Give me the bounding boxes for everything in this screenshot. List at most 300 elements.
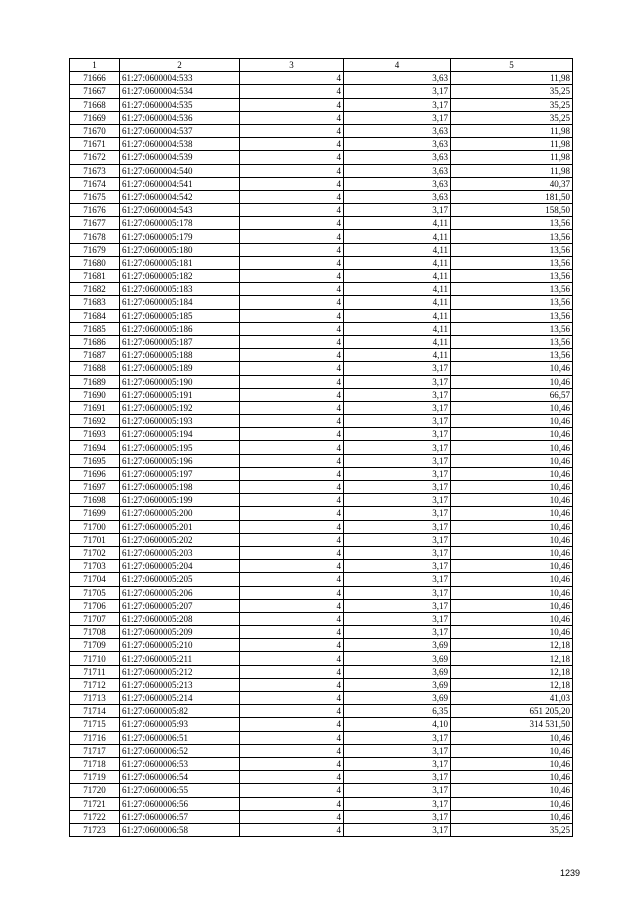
- column-3-cell: 4: [240, 467, 344, 480]
- column-5-cell: 41,03: [451, 692, 573, 705]
- column-4-cell: 3,17: [344, 362, 451, 375]
- column-5-cell: 12,18: [451, 678, 573, 691]
- row-number-cell: 71717: [70, 744, 120, 757]
- column-4-cell: 3,17: [344, 441, 451, 454]
- table-row: [70, 731, 573, 744]
- column-5-cell: 35,25: [451, 98, 573, 111]
- column-4-cell: 3,17: [344, 586, 451, 599]
- row-number-cell: 71696: [70, 467, 120, 480]
- cadastral-number-cell: 61:27:0600006:55: [120, 784, 240, 797]
- table-row: [70, 151, 573, 164]
- column-4-cell: 3,69: [344, 665, 451, 678]
- row-number-cell: 71684: [70, 309, 120, 322]
- column-5-cell: 10,46: [451, 362, 573, 375]
- column-4-cell: 3,69: [344, 692, 451, 705]
- row-number-cell: 71679: [70, 243, 120, 256]
- cadastral-number-cell: 61:27:0600006:53: [120, 757, 240, 770]
- row-number-cell: 71692: [70, 415, 120, 428]
- table-row: [70, 98, 573, 111]
- column-3-cell: 4: [240, 177, 344, 190]
- column-5-cell: 10,46: [451, 757, 573, 770]
- cadastral-number-cell: 61:27:0600004:540: [120, 164, 240, 177]
- column-5-cell: 12,18: [451, 652, 573, 665]
- cadastral-number-cell: 61:27:0600006:54: [120, 771, 240, 784]
- table-row: [70, 177, 573, 190]
- row-number-cell: 71690: [70, 388, 120, 401]
- column-4-cell: 3,63: [344, 177, 451, 190]
- cadastral-number-cell: 61:27:0600005:202: [120, 533, 240, 546]
- cadastral-number-cell: 61:27:0600005:206: [120, 586, 240, 599]
- column-4-cell: 3,17: [344, 494, 451, 507]
- table-row: [70, 335, 573, 348]
- column-4-cell: 3,63: [344, 138, 451, 151]
- table-header: [70, 59, 573, 72]
- column-4-cell: 3,17: [344, 85, 451, 98]
- column-4-cell: 3,17: [344, 481, 451, 494]
- row-number-cell: 71667: [70, 85, 120, 98]
- table-row: [70, 283, 573, 296]
- row-number-cell: 71706: [70, 599, 120, 612]
- cadastral-number-cell: 61:27:0600004:543: [120, 204, 240, 217]
- column-5-cell: 10,46: [451, 441, 573, 454]
- row-number-cell: 71697: [70, 481, 120, 494]
- data-table: [69, 58, 573, 837]
- cadastral-number-cell: 61:27:0600004:539: [120, 151, 240, 164]
- column-5-cell: 13,56: [451, 243, 573, 256]
- column-3-cell: 4: [240, 797, 344, 810]
- row-number-cell: 71673: [70, 164, 120, 177]
- row-number-cell: 71668: [70, 98, 120, 111]
- row-number-cell: 71708: [70, 626, 120, 639]
- column-3-cell: 4: [240, 151, 344, 164]
- cadastral-number-cell: 61:27:0600005:186: [120, 322, 240, 335]
- table-row: [70, 401, 573, 414]
- column-4-cell: 3,17: [344, 546, 451, 559]
- column-4-cell: 3,17: [344, 533, 451, 546]
- column-4-cell: 3,17: [344, 771, 451, 784]
- column-5-cell: 13,56: [451, 322, 573, 335]
- column-5-cell: 35,25: [451, 823, 573, 836]
- column-5-cell: 13,56: [451, 270, 573, 283]
- cadastral-number-cell: 61:27:0600005:181: [120, 256, 240, 269]
- column-4-cell: 3,17: [344, 388, 451, 401]
- column-5-cell: 13,56: [451, 256, 573, 269]
- column-5-cell: 13,56: [451, 283, 573, 296]
- cadastral-number-cell: 61:27:0600006:51: [120, 731, 240, 744]
- row-number-cell: 71699: [70, 507, 120, 520]
- cadastral-number-cell: 61:27:0600005:191: [120, 388, 240, 401]
- table-row: [70, 85, 573, 98]
- column-4-cell: 3,63: [344, 190, 451, 203]
- row-number-cell: 71691: [70, 401, 120, 414]
- row-number-cell: 71698: [70, 494, 120, 507]
- cadastral-number-cell: 61:27:0600006:56: [120, 797, 240, 810]
- column-3-cell: 4: [240, 322, 344, 335]
- table-row: [70, 217, 573, 230]
- column-4-cell: 3,63: [344, 72, 451, 85]
- table-row: [70, 441, 573, 454]
- column-3-cell: 4: [240, 481, 344, 494]
- column-4-cell: 3,17: [344, 520, 451, 533]
- column-4-cell: 3,17: [344, 731, 451, 744]
- column-5-cell: 10,46: [451, 401, 573, 414]
- cadastral-number-cell: 61:27:0600005:207: [120, 599, 240, 612]
- column-5-cell: 12,18: [451, 665, 573, 678]
- table-row: [70, 784, 573, 797]
- cadastral-number-cell: 61:27:0600004:542: [120, 190, 240, 203]
- column-3-cell: 4: [240, 72, 344, 85]
- cadastral-number-cell: 61:27:0600005:180: [120, 243, 240, 256]
- row-number-cell: 71676: [70, 204, 120, 217]
- column-3-cell: 4: [240, 415, 344, 428]
- column-4-cell: 4,11: [344, 335, 451, 348]
- column-5-cell: 10,46: [451, 494, 573, 507]
- column-4-cell: 3,17: [344, 467, 451, 480]
- table-row: [70, 705, 573, 718]
- table-row: [70, 230, 573, 243]
- cadastral-number-cell: 61:27:0600005:189: [120, 362, 240, 375]
- column-5-cell: 158,50: [451, 204, 573, 217]
- column-5-cell: 10,46: [451, 784, 573, 797]
- row-number-cell: 71680: [70, 256, 120, 269]
- column-4-cell: 4,11: [344, 230, 451, 243]
- cadastral-number-cell: 61:27:0600005:204: [120, 560, 240, 573]
- cadastral-number-cell: 61:27:0600005:195: [120, 441, 240, 454]
- row-number-cell: 71688: [70, 362, 120, 375]
- column-3-cell: 4: [240, 599, 344, 612]
- table-row: [70, 428, 573, 441]
- row-number-cell: 71719: [70, 771, 120, 784]
- cadastral-number-cell: 61:27:0600004:536: [120, 111, 240, 124]
- row-number-cell: 71718: [70, 757, 120, 770]
- cadastral-number-cell: 61:27:0600004:533: [120, 72, 240, 85]
- table-row: [70, 652, 573, 665]
- header-cell-5: 5: [451, 59, 573, 72]
- column-4-cell: 3,63: [344, 164, 451, 177]
- row-number-cell: 71720: [70, 784, 120, 797]
- table-row: [70, 362, 573, 375]
- column-4-cell: 3,69: [344, 652, 451, 665]
- column-3-cell: 4: [240, 494, 344, 507]
- cadastral-number-cell: 61:27:0600005:188: [120, 349, 240, 362]
- column-3-cell: 4: [240, 507, 344, 520]
- column-4-cell: 3,17: [344, 744, 451, 757]
- column-3-cell: 4: [240, 335, 344, 348]
- table-row: [70, 454, 573, 467]
- row-number-cell: 71722: [70, 810, 120, 823]
- table-row: [70, 626, 573, 639]
- column-3-cell: 4: [240, 626, 344, 639]
- row-number-cell: 71675: [70, 190, 120, 203]
- row-number-cell: 71703: [70, 560, 120, 573]
- row-number-cell: 71705: [70, 586, 120, 599]
- column-4-cell: 3,17: [344, 797, 451, 810]
- column-5-cell: 13,56: [451, 296, 573, 309]
- column-5-cell: 11,98: [451, 151, 573, 164]
- column-3-cell: 4: [240, 190, 344, 203]
- row-number-cell: 71682: [70, 283, 120, 296]
- column-5-cell: 11,98: [451, 72, 573, 85]
- row-number-cell: 71695: [70, 454, 120, 467]
- table-row: [70, 72, 573, 85]
- column-3-cell: 4: [240, 718, 344, 731]
- column-4-cell: 4,11: [344, 256, 451, 269]
- table-row: [70, 349, 573, 362]
- row-number-cell: 71670: [70, 124, 120, 137]
- table-row: [70, 270, 573, 283]
- column-5-cell: 651 205,20: [451, 705, 573, 718]
- cadastral-number-cell: 61:27:0600005:208: [120, 612, 240, 625]
- row-number-cell: 71701: [70, 533, 120, 546]
- row-number-cell: 71710: [70, 652, 120, 665]
- column-4-cell: 3,17: [344, 612, 451, 625]
- cadastral-number-cell: 61:27:0600006:57: [120, 810, 240, 823]
- column-3-cell: 4: [240, 546, 344, 559]
- table-row: [70, 692, 573, 705]
- column-3-cell: 4: [240, 428, 344, 441]
- column-4-cell: 3,17: [344, 757, 451, 770]
- column-4-cell: 3,17: [344, 375, 451, 388]
- cadastral-number-cell: 61:27:0600005:210: [120, 639, 240, 652]
- cadastral-number-cell: 61:27:0600005:185: [120, 309, 240, 322]
- column-4-cell: 3,17: [344, 415, 451, 428]
- column-5-cell: 10,46: [451, 612, 573, 625]
- cadastral-number-cell: 61:27:0600005:193: [120, 415, 240, 428]
- column-5-cell: 13,56: [451, 349, 573, 362]
- table-row: [70, 322, 573, 335]
- table-row: [70, 612, 573, 625]
- row-number-cell: 71677: [70, 217, 120, 230]
- column-5-cell: 11,98: [451, 124, 573, 137]
- table-row: [70, 757, 573, 770]
- table-row: [70, 771, 573, 784]
- header-row: [70, 59, 573, 72]
- table-row: [70, 810, 573, 823]
- column-4-cell: 4,11: [344, 283, 451, 296]
- column-5-cell: 11,98: [451, 164, 573, 177]
- column-5-cell: 10,46: [451, 533, 573, 546]
- table-row: [70, 309, 573, 322]
- column-4-cell: 3,17: [344, 507, 451, 520]
- row-number-cell: 71687: [70, 349, 120, 362]
- cadastral-number-cell: 61:27:0600005:205: [120, 573, 240, 586]
- column-3-cell: 4: [240, 296, 344, 309]
- column-4-cell: 3,17: [344, 111, 451, 124]
- row-number-cell: 71672: [70, 151, 120, 164]
- row-number-cell: 71700: [70, 520, 120, 533]
- column-3-cell: 4: [240, 560, 344, 573]
- cadastral-number-cell: 61:27:0600005:212: [120, 665, 240, 678]
- cadastral-number-cell: 61:27:0600005:198: [120, 481, 240, 494]
- column-5-cell: 40,37: [451, 177, 573, 190]
- column-4-cell: 4,11: [344, 349, 451, 362]
- column-4-cell: 3,17: [344, 560, 451, 573]
- row-number-cell: 71674: [70, 177, 120, 190]
- table-row: [70, 507, 573, 520]
- column-3-cell: 4: [240, 678, 344, 691]
- column-5-cell: 66,57: [451, 388, 573, 401]
- row-number-cell: 71721: [70, 797, 120, 810]
- table-row: [70, 388, 573, 401]
- column-3-cell: 4: [240, 401, 344, 414]
- row-number-cell: 71683: [70, 296, 120, 309]
- row-number-cell: 71723: [70, 823, 120, 836]
- column-3-cell: 4: [240, 283, 344, 296]
- column-3-cell: 4: [240, 441, 344, 454]
- column-5-cell: 181,50: [451, 190, 573, 203]
- column-5-cell: 10,46: [451, 375, 573, 388]
- column-4-cell: 3,63: [344, 151, 451, 164]
- cadastral-number-cell: 61:27:0600004:534: [120, 85, 240, 98]
- cadastral-number-cell: 61:27:0600005:211: [120, 652, 240, 665]
- column-5-cell: 10,46: [451, 428, 573, 441]
- column-5-cell: 10,46: [451, 481, 573, 494]
- header-cell-2: 2: [120, 59, 240, 72]
- column-3-cell: 4: [240, 85, 344, 98]
- table-row: [70, 744, 573, 757]
- column-4-cell: 3,17: [344, 401, 451, 414]
- table-row: [70, 797, 573, 810]
- row-number-cell: 71711: [70, 665, 120, 678]
- table-row: [70, 467, 573, 480]
- column-5-cell: 13,56: [451, 217, 573, 230]
- cadastral-number-cell: 61:27:0600004:537: [120, 124, 240, 137]
- cadastral-number-cell: 61:27:0600005:187: [120, 335, 240, 348]
- cadastral-number-cell: 61:27:0600005:197: [120, 467, 240, 480]
- header-cell-1: 1: [70, 59, 120, 72]
- cadastral-number-cell: 61:27:0600005:213: [120, 678, 240, 691]
- column-5-cell: 10,46: [451, 599, 573, 612]
- column-3-cell: 4: [240, 612, 344, 625]
- column-4-cell: 4,11: [344, 322, 451, 335]
- column-4-cell: 3,17: [344, 204, 451, 217]
- column-4-cell: 3,17: [344, 454, 451, 467]
- column-5-cell: 35,25: [451, 85, 573, 98]
- column-5-cell: 10,46: [451, 744, 573, 757]
- row-number-cell: 71678: [70, 230, 120, 243]
- table-row: [70, 586, 573, 599]
- table-row: [70, 560, 573, 573]
- column-5-cell: 10,46: [451, 467, 573, 480]
- table-row: [70, 256, 573, 269]
- column-3-cell: 4: [240, 520, 344, 533]
- column-3-cell: 4: [240, 217, 344, 230]
- column-5-cell: 10,46: [451, 560, 573, 573]
- header-cell-3: 3: [240, 59, 344, 72]
- column-4-cell: 3,17: [344, 784, 451, 797]
- cadastral-number-cell: 61:27:0600005:192: [120, 401, 240, 414]
- column-3-cell: 4: [240, 349, 344, 362]
- column-3-cell: 4: [240, 243, 344, 256]
- cadastral-number-cell: 61:27:0600005:178: [120, 217, 240, 230]
- cadastral-number-cell: 61:27:0600005:214: [120, 692, 240, 705]
- row-number-cell: 71709: [70, 639, 120, 652]
- column-3-cell: 4: [240, 533, 344, 546]
- cadastral-number-cell: 61:27:0600005:200: [120, 507, 240, 520]
- table-row: [70, 573, 573, 586]
- row-number-cell: 71715: [70, 718, 120, 731]
- column-3-cell: 4: [240, 731, 344, 744]
- cadastral-number-cell: 61:27:0600004:541: [120, 177, 240, 190]
- row-number-cell: 71702: [70, 546, 120, 559]
- table-row: [70, 520, 573, 533]
- row-number-cell: 71693: [70, 428, 120, 441]
- cadastral-number-cell: 61:27:0600005:184: [120, 296, 240, 309]
- page-number: 1239: [560, 868, 581, 878]
- column-4-cell: 3,69: [344, 639, 451, 652]
- table-row: [70, 718, 573, 731]
- table-row: [70, 296, 573, 309]
- column-5-cell: 10,46: [451, 810, 573, 823]
- column-3-cell: 4: [240, 757, 344, 770]
- row-number-cell: 71714: [70, 705, 120, 718]
- table-row: [70, 375, 573, 388]
- row-number-cell: 71712: [70, 678, 120, 691]
- table-body: [70, 72, 573, 837]
- column-4-cell: 3,17: [344, 573, 451, 586]
- column-5-cell: 314 531,50: [451, 718, 573, 731]
- cadastral-number-cell: 61:27:0600005:179: [120, 230, 240, 243]
- column-5-cell: 10,46: [451, 586, 573, 599]
- table-row: [70, 124, 573, 137]
- column-4-cell: 3,17: [344, 823, 451, 836]
- column-4-cell: 3,17: [344, 428, 451, 441]
- column-3-cell: 4: [240, 388, 344, 401]
- table-row: [70, 599, 573, 612]
- column-5-cell: 12,18: [451, 639, 573, 652]
- cadastral-number-cell: 61:27:0600004:538: [120, 138, 240, 151]
- column-3-cell: 4: [240, 270, 344, 283]
- column-4-cell: 3,17: [344, 626, 451, 639]
- column-4-cell: 3,17: [344, 599, 451, 612]
- table-row: [70, 533, 573, 546]
- cadastral-number-cell: 61:27:0600005:203: [120, 546, 240, 559]
- header-cell-4: 4: [344, 59, 451, 72]
- column-5-cell: 11,98: [451, 138, 573, 151]
- column-3-cell: 4: [240, 586, 344, 599]
- column-3-cell: 4: [240, 98, 344, 111]
- table-row: [70, 138, 573, 151]
- table-row: [70, 823, 573, 836]
- column-3-cell: 4: [240, 164, 344, 177]
- column-4-cell: 4,11: [344, 270, 451, 283]
- column-3-cell: 4: [240, 810, 344, 823]
- column-5-cell: 10,46: [451, 771, 573, 784]
- column-3-cell: 4: [240, 771, 344, 784]
- table-row: [70, 678, 573, 691]
- column-3-cell: 4: [240, 744, 344, 757]
- column-4-cell: 3,17: [344, 810, 451, 823]
- column-3-cell: 4: [240, 230, 344, 243]
- column-4-cell: 3,17: [344, 98, 451, 111]
- column-3-cell: 4: [240, 256, 344, 269]
- cadastral-number-cell: 61:27:0600005:194: [120, 428, 240, 441]
- table-row: [70, 546, 573, 559]
- column-3-cell: 4: [240, 639, 344, 652]
- column-4-cell: 4,11: [344, 309, 451, 322]
- cadastral-number-cell: 61:27:0600005:196: [120, 454, 240, 467]
- column-3-cell: 4: [240, 573, 344, 586]
- column-5-cell: 10,46: [451, 731, 573, 744]
- column-3-cell: 4: [240, 454, 344, 467]
- table-row: [70, 204, 573, 217]
- table-row: [70, 665, 573, 678]
- cadastral-number-cell: 61:27:0600004:535: [120, 98, 240, 111]
- column-5-cell: 10,46: [451, 415, 573, 428]
- column-3-cell: 4: [240, 652, 344, 665]
- cadastral-number-cell: 61:27:0600005:209: [120, 626, 240, 639]
- column-3-cell: 4: [240, 204, 344, 217]
